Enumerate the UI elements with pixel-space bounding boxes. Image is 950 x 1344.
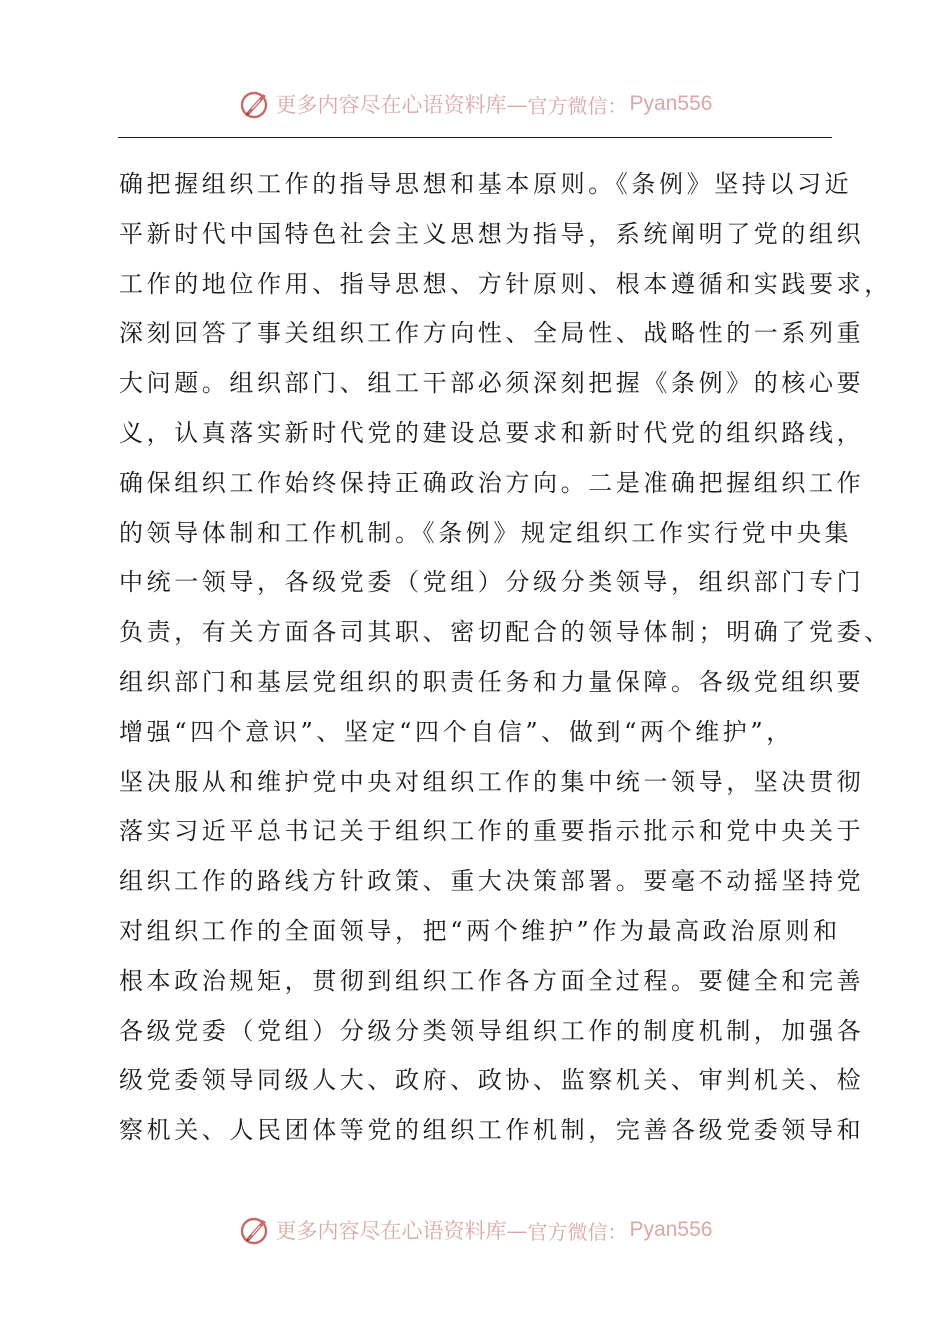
text-line: 负责，有关方面各司其职、密切配合的领导体制；明确了党委、 xyxy=(119,618,892,647)
watermark-handle: Pyan556 xyxy=(629,1218,713,1241)
text-line: 组织工作的路线方针政策、重大决策部署。要毫不动摇坚持党 xyxy=(119,867,865,896)
text-line: 平新时代中国特色社会主义思想为指导，系统阐明了党的组织 xyxy=(119,219,865,248)
text-line: 落实习近平总书记关于组织工作的重要指示批示和党中央关于 xyxy=(119,817,865,846)
text-line: 深刻回答了事关组织工作方向性、全局性、战略性的一系列重 xyxy=(119,319,865,348)
watermark-title: 更多内容尽在心语资料库— xyxy=(275,1219,528,1243)
text-line: 义，认真落实新时代党的建设总要求和新时代党的组织路线， xyxy=(119,418,865,447)
text-line: 增强“四个意识”、坚定“四个自信”、做到“两个维护”， xyxy=(119,717,794,746)
text-line: 的领导体制和工作机制。《条例》规定组织工作实行党中央集 xyxy=(119,518,853,547)
text-line: 组织部门和基层党组织的职责任务和力量保障。各级党组织要 xyxy=(119,667,865,696)
header-divider xyxy=(118,137,832,138)
text-line: 对组织工作的全面领导，把“两个维护”作为最高政治原则和 xyxy=(119,916,841,945)
watermark-handle: Pyan556 xyxy=(629,92,713,115)
text-line: 中统一领导，各级党委（党组）分级分类领导，组织部门专门 xyxy=(119,568,865,597)
header-watermark xyxy=(0,84,950,124)
text-line: 大问题。组织部门、组工干部必须深刻把握《条例》的核心要 xyxy=(119,369,865,398)
text-line: 各级党委（党组）分级分类领导组织工作的制度机制，加强各 xyxy=(119,1016,865,1045)
document-body xyxy=(119,160,892,1156)
watermark-title: 更多内容尽在心语资料库— xyxy=(275,93,528,117)
quill-pen-circle-icon xyxy=(238,87,272,121)
quill-pen-circle-icon xyxy=(238,1213,272,1247)
text-line: 工作的地位作用、指导思想、方针原则、根本遵循和实践要求， xyxy=(119,269,892,298)
footer-watermark xyxy=(0,1210,950,1250)
text-line: 级党委领导同级人大、政府、政协、监察机关、审判机关、检 xyxy=(119,1066,865,1095)
text-line: 察机关、人民团体等党的组织工作机制，完善各级党委领导和 xyxy=(119,1116,865,1145)
text-line: 坚决服从和维护党中央对组织工作的集中统一领导，坚决贯彻 xyxy=(119,767,865,796)
text-line: 根本政治规矩，贯彻到组织工作各方面全过程。要健全和完善 xyxy=(119,966,865,995)
watermark-wechat-label: 官方微信： xyxy=(527,1219,628,1244)
text-line: 确保组织工作始终保持正确政治方向。二是准确把握组织工作 xyxy=(119,468,865,497)
text-line: 确把握组织工作的指导思想和基本原则。《条例》坚持以习近 xyxy=(119,170,853,198)
watermark-wechat-label: 官方微信： xyxy=(527,93,628,118)
